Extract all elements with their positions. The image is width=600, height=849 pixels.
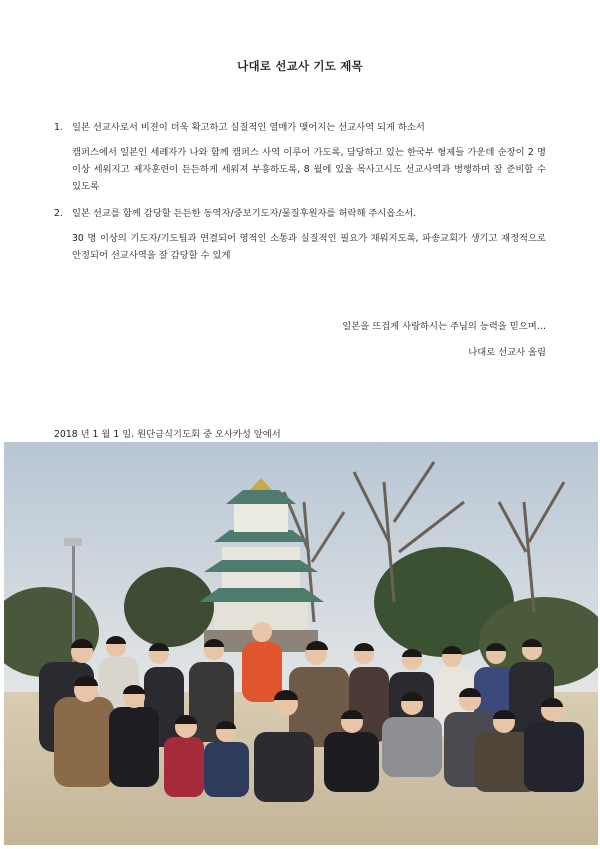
item-heading: 일본 선교사로서 비젼이 더욱 확고하고 실질적인 열매가 맺어지는 선교사역 되게 하소서 <box>72 122 425 133</box>
prayer-list <box>54 119 546 264</box>
closing-line: 일본을 뜨겁게 사랑하시는 주님의 능력을 믿으며… <box>342 321 546 332</box>
item-detail: 30 명 이상의 기도자/기도팀과 연결되어 영적인 소통과 실질적인 필요가 채워지도록, 파송교회가 생기고 재정적으로 안정되어 선교사역을 잘 감당할 수 있게 <box>72 233 546 261</box>
closing-block <box>342 314 546 366</box>
group-photo-illustration <box>4 442 598 845</box>
item-heading: 일본 선교를 함께 감당할 든든한 동역자/중보기도자/물질후원자를 허락해 주시옵소서. <box>72 208 417 219</box>
prayer-item-2 <box>54 205 546 264</box>
prayer-item-1 <box>54 119 546 195</box>
signature: 나대로 선교사 올림 <box>468 347 546 358</box>
page-title: 나대로 선교사 기도 제목 <box>237 59 363 73</box>
item-number: 2. <box>54 208 63 219</box>
item-number: 1. <box>54 122 63 133</box>
photo-caption: 2018 년 1 월 1 일. 원단금식기도회 중 오사카성 앞에서 <box>54 429 281 440</box>
group-photo <box>4 442 598 845</box>
item-detail: 캠퍼스에서 일본인 세례자가 나와 함께 캠퍼스 사역 이루어 가도록, 담당하고 있는 한국부 형제들 가운데 순장이 2 명이상 세워지고 제자훈련이 든든하게 세워져 부흥하도록, 8 월에 있을 목사고시도 선교사역과 병행하며 잘 준비할 수 있도록 <box>72 147 546 192</box>
group-people <box>39 622 584 802</box>
